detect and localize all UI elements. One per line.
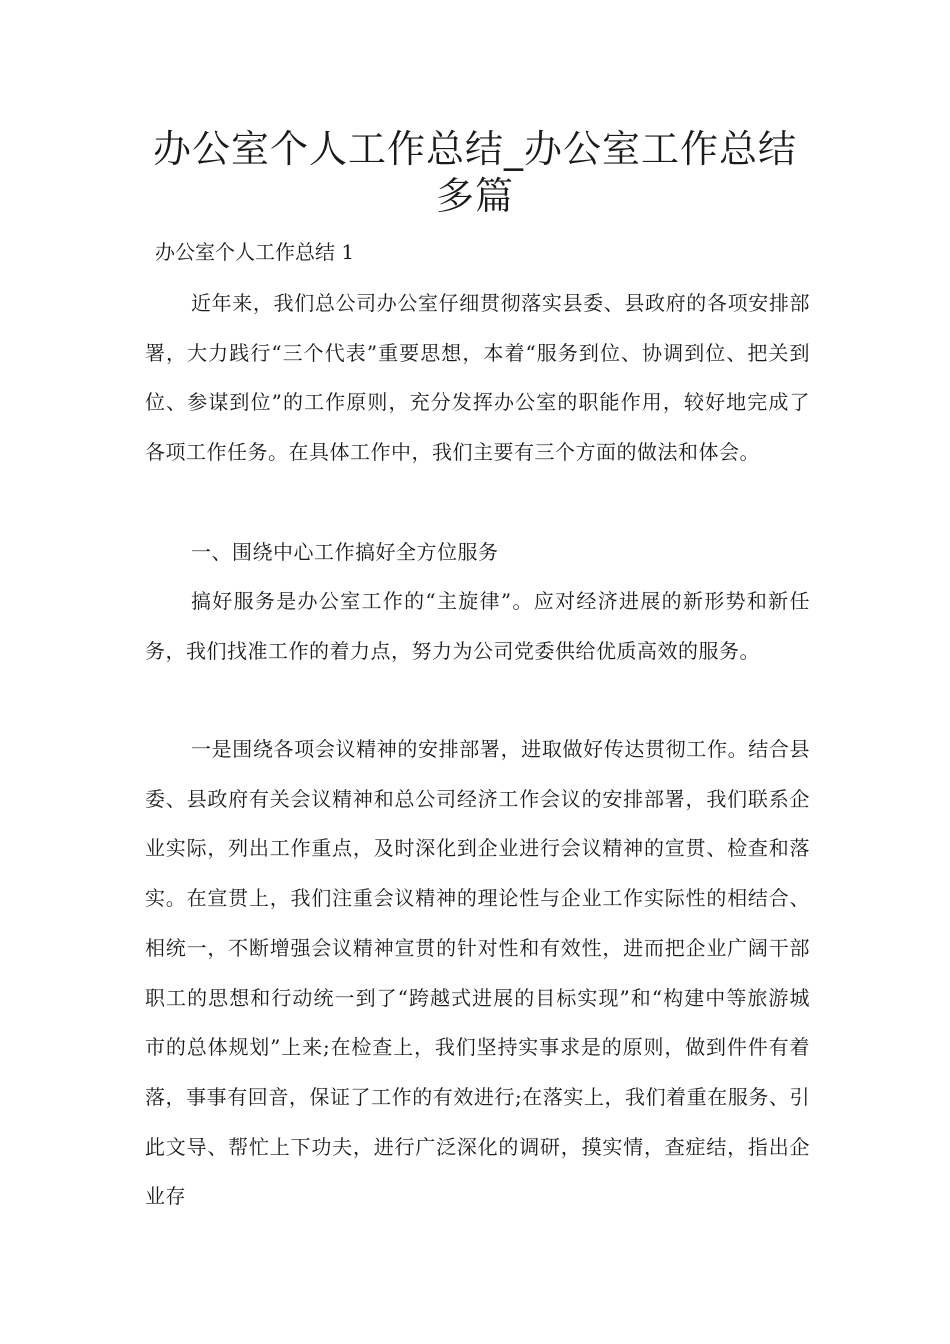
paragraph-meetings: 一是围绕各项会议精神的安排部署，进取做好传达贯彻工作。结合县委、县政府有关会议精神和总公司经济工作会议的安排部署，我们联系企业实际，列出工作重点，及时深化到企业进行会议精神的宣贯、检查和落实。在宣贯上，我们注重会议精神的理论性与企业工作实际性的相结合、相统一，不断增强会议精神宣贯的针对性和有效性，进而把企业广阔干部职工的思想和行动统一到了“跨越式进展的目标实现”和“构建中等旅游城市的总体规划”上来;在检查上，我们坚持实事求是的原则，做到件件有着落，事事有回音，保证了工作的有效进行;在落实上，我们着重在服务、引此文导、帮忙上下功夫，进行广泛深化的调研，摸实情，查症结，指出企业存 — [145, 737, 810, 1209]
paragraph-service: 搞好服务是办公室工作的“主旋律”。应对经济进展的新形势和新任务，我们找准工作的着力点，努力为公司党委供给优质高效的服务。 — [145, 589, 810, 663]
title-line-2: 多篇 — [435, 174, 514, 218]
document-title — [100, 126, 850, 220]
paragraph-heading-one: 一、围绕中心工作搞好全方位服务 — [191, 540, 499, 564]
section-heading: 办公室个人工作总结 1 — [155, 240, 355, 264]
paragraph-intro: 近年来，我们总公司办公室仔细贯彻落实县委、县政府的各项安排部署，大力践行“三个代表”重要思想，本着“服务到位、协调到位、把关到位、参谋到位”的工作原则，充分发挥办公室的职能作用，较好地完成了各项工作任务。在具体工作中，我们主要有三个方面的做法和体会。 — [145, 291, 810, 465]
title-line-1: 办公室个人工作总结_办公室工作总结 — [152, 127, 797, 171]
